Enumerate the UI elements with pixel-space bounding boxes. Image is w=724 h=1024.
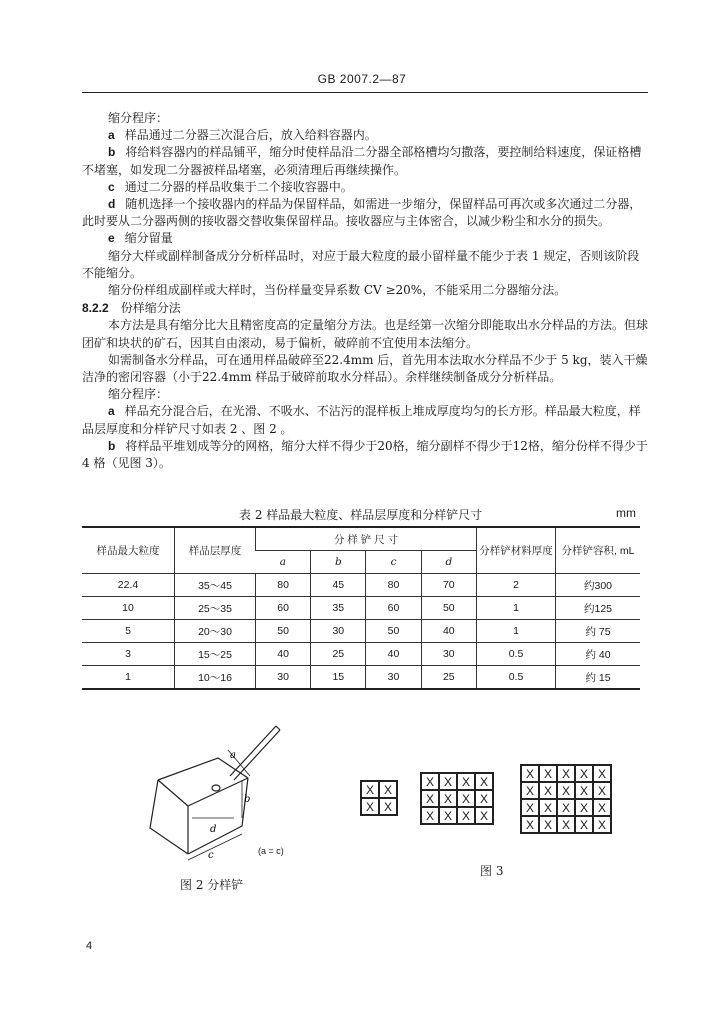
grid-cell: X [593, 816, 611, 833]
paragraph-retention: 缩分大样或副样制备成分分析样品时，对应于最大粒度的最小留样量不能少于表 1 规定，否则该阶段不能缩分。 [82, 248, 640, 280]
step-c-1 [82, 179, 648, 196]
table-row [82, 643, 640, 666]
grid-cell: X [475, 790, 493, 807]
step-letter: a [108, 128, 115, 143]
grid-cell: X [439, 773, 457, 790]
section-number: 8.2.2 [82, 301, 109, 316]
header-thickness: 样品层厚度 [175, 527, 256, 574]
grid-cell: X [521, 765, 539, 782]
step-d-1 [82, 196, 648, 230]
cell-a: 40 [256, 643, 311, 666]
step-letter: a [108, 404, 115, 419]
cell-b: 45 [311, 574, 366, 597]
dim-c-label: c [208, 850, 214, 861]
step-letter: c [108, 179, 115, 194]
step-text: 缩分留量 [124, 231, 173, 246]
step-text: 将给料容器内的样品铺平，缩分时使样品沿二分器全部格槽均匀撒落，要控制给料速度，保证格槽不堵塞，如发现二分器被样品堵塞，必须清理后再继续操作。 [82, 145, 642, 177]
grid-cell: X [457, 807, 475, 824]
grid-20-cells [520, 764, 612, 834]
grid-cell: X [593, 765, 611, 782]
paragraph-moisture: 如需制备水分样品，可在通用样品破碎至22.4mm 后，首先用本法取水分样品不少于 5 kg，装入干燥洁净的密闭容器（小于22.4mm 样品于破碎前取水分样品）。余样继续制备成分分析样品。 [82, 352, 648, 385]
cell-material: 0.5 [477, 643, 556, 666]
cell-size: 1 [82, 666, 175, 690]
grid-cell: X [457, 790, 475, 807]
grid-cell: X [379, 781, 397, 798]
cell-d: 70 [421, 574, 476, 597]
grid-cell: X [575, 765, 593, 782]
grid-cell: X [457, 773, 475, 790]
figure2-caption: 图 2 分样铲 [180, 878, 244, 892]
grid-cell: X [521, 816, 539, 833]
procedure-title-2: 缩分程序： [108, 387, 169, 402]
grid-cell: X [575, 782, 593, 799]
grid-12-cells [420, 772, 494, 825]
grid-cell: X [557, 816, 575, 833]
cell-d: 30 [421, 643, 476, 666]
step-b-2 [82, 438, 648, 472]
page-number: 4 [86, 940, 93, 952]
cell-size: 22.4 [82, 574, 175, 597]
step-letter: e [108, 231, 115, 246]
figure2-note: (a = c) [258, 846, 284, 856]
cell-a: 50 [256, 620, 311, 643]
step-e-1 [82, 230, 648, 247]
cell-volume: 约 15 [556, 666, 641, 690]
grid-cell: X [475, 773, 493, 790]
grid-cell: X [361, 781, 379, 798]
header-c: c [366, 551, 421, 574]
paragraph-cv: 缩分份样组成副样或大样时，当份样量变异系数 CV ≥20%，不能采用二分器缩分法。 [108, 283, 567, 298]
cell-a: 80 [256, 574, 311, 597]
dim-b-label: b [244, 794, 251, 805]
cell-size: 10 [82, 597, 175, 620]
cell-material: 2 [477, 574, 556, 597]
step-text: 随机选择一个接收器内的样品为保留样品，如需进一步缩分，保留样品可再次或多次通过二分器，此时要从二分器两侧的接收器交替收集保留样品。接收器应与主体密合，以减少粉尘和水分的损失。 [82, 197, 642, 229]
table-row [82, 574, 640, 597]
page-header: GB 2007.2—87 [317, 72, 407, 86]
step-letter: d [108, 197, 116, 212]
cell-volume: 约300 [556, 574, 641, 597]
section-heading [82, 300, 648, 317]
step-text: 将样品平堆划成等分的网格，缩分大样不得少于20格，缩分副样不得少于12格，缩分份样不得少于 4 格（见图 3）。 [82, 438, 648, 471]
grid-cell: X [421, 790, 439, 807]
grid-cell: X [521, 782, 539, 799]
cell-b: 35 [311, 597, 366, 620]
header-max-size: 样品最大粒度 [82, 527, 175, 574]
grid-cell: X [379, 798, 397, 815]
grid-cell: X [521, 799, 539, 816]
cell-volume: 约 75 [556, 620, 641, 643]
paragraph-method: 本方法是具有缩分比大且精密度高的定量缩分方法。也是经第一次缩分即能取出水分样品的方法。但球团矿和块状的矿石，因其自由滚动，易于偏析，破碎前不宜使用本法缩分。 [82, 318, 649, 350]
cell-size: 5 [82, 620, 175, 643]
dim-d-label: d [210, 824, 217, 835]
grid-cell: X [439, 807, 457, 824]
grid-cell: X [593, 782, 611, 799]
scoop-handle [230, 726, 276, 776]
cell-b: 30 [311, 620, 366, 643]
grid-cell: X [421, 773, 439, 790]
step-b-1 [82, 144, 648, 178]
step-letter: b [108, 438, 116, 453]
header-a: a [256, 551, 311, 574]
step-letter: b [108, 145, 116, 160]
header-volume: 分样铲容积, mL [556, 527, 641, 574]
table-row [82, 620, 640, 643]
grid-cell: X [557, 782, 575, 799]
step-a-1 [82, 127, 648, 144]
dim-a-label: a [230, 750, 236, 761]
cell-c: 60 [366, 597, 421, 620]
specification-table [82, 526, 640, 690]
cell-thickness: 35～45 [175, 574, 256, 597]
cell-thickness: 25～35 [175, 597, 256, 620]
grid-cell: X [475, 807, 493, 824]
table-unit: mm [616, 506, 636, 520]
step-text: 样品充分混合后，在光滑、不吸水、不沾污的混样板上堆成厚度均匀的长方形。样品最大粒度，样品层厚度和分样铲尺寸如表 2 、图 2 。 [82, 404, 641, 436]
cell-size: 3 [82, 643, 175, 666]
grid-cell: X [575, 799, 593, 816]
cell-b: 25 [311, 643, 366, 666]
grid-cell: X [421, 807, 439, 824]
table-row [82, 597, 640, 620]
header-rule [82, 92, 648, 93]
cell-a: 60 [256, 597, 311, 620]
cell-volume: 约125 [556, 597, 641, 620]
grid-cell: X [575, 816, 593, 833]
cell-d: 50 [421, 597, 476, 620]
step-text: 通过二分器的样品收集于二个接收容器中。 [124, 179, 353, 194]
grid-cell: X [557, 799, 575, 816]
grid-cell: X [539, 799, 557, 816]
header-material: 分样铲材料厚度 [477, 527, 556, 574]
grid-cell: X [361, 798, 379, 815]
cell-b: 15 [311, 666, 366, 690]
grid-cell: X [539, 816, 557, 833]
table-row [82, 666, 640, 690]
cell-thickness: 10～16 [175, 666, 256, 690]
cell-material: 1 [477, 620, 556, 643]
procedure-title-1: 缩分程序： [108, 111, 169, 125]
cell-c: 30 [366, 666, 421, 690]
grid-cell: X [539, 765, 557, 782]
header-b: b [311, 551, 366, 574]
figure3-caption: 图 3 [480, 864, 504, 878]
body-text [82, 110, 648, 472]
grid-cell: X [557, 765, 575, 782]
grid-cell: X [539, 782, 557, 799]
cell-volume: 约 40 [556, 643, 641, 666]
cell-d: 40 [421, 620, 476, 643]
table-title: 表 2 样品最大粒度、样品层厚度和分样铲尺寸 [239, 508, 483, 522]
cell-c: 40 [366, 643, 421, 666]
cell-thickness: 15～25 [175, 643, 256, 666]
grid-cell: X [439, 790, 457, 807]
step-text: 样品通过二分器三次混合后，放入给料容器内。 [124, 128, 377, 143]
cell-material: 0.5 [477, 666, 556, 690]
cell-material: 1 [477, 597, 556, 620]
cell-c: 50 [366, 620, 421, 643]
grid-4-cells [360, 780, 398, 816]
cell-a: 30 [256, 666, 311, 690]
grid-cell: X [593, 799, 611, 816]
header-scoop-dims: 分 样 铲 尺 寸 [256, 527, 477, 551]
header-d: d [421, 551, 476, 574]
cell-d: 25 [421, 666, 476, 690]
step-a-2 [82, 403, 648, 437]
section-title: 份样缩分法 [120, 301, 181, 316]
cell-c: 80 [366, 574, 421, 597]
cell-thickness: 20～30 [175, 620, 256, 643]
